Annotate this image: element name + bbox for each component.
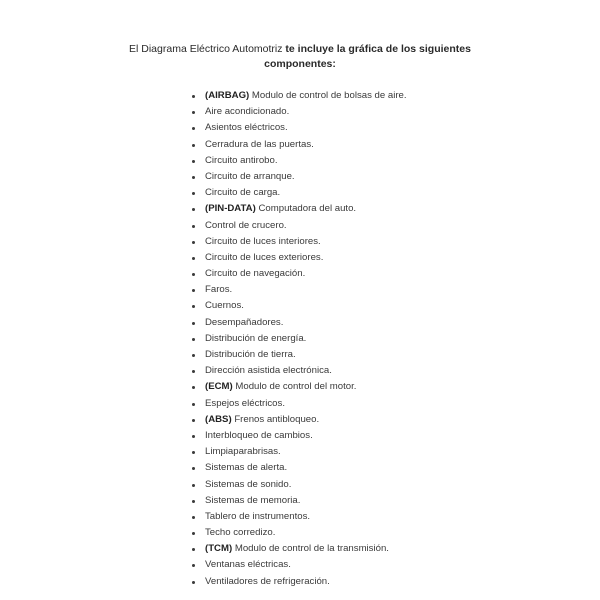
component-label: Circuito de carga.: [205, 187, 281, 199]
component-label: Circuito antirobo.: [205, 154, 278, 166]
component-label: Circuito de luces exteriores.: [205, 251, 324, 263]
list-item: [192, 509, 407, 525]
component-label: Techo corredizo.: [205, 527, 276, 539]
bullet-icon: [192, 127, 195, 130]
list-item: [192, 493, 407, 509]
bullet-icon: [192, 208, 195, 211]
heading-bold-text: te incluye la gráfica de los siguientes componentes:: [264, 43, 471, 70]
component-code: (AIRBAG): [205, 90, 250, 101]
list-item: [192, 574, 407, 590]
component-code: (ECM): [205, 381, 233, 393]
bullet-icon: [192, 338, 195, 341]
bullet-icon: [192, 225, 195, 228]
bullet-icon: [192, 192, 195, 195]
component-label: Modulo de control de bolsas de aire.: [249, 90, 407, 101]
component-label: Espejos eléctricos.: [205, 397, 285, 409]
bullet-icon: [192, 176, 195, 179]
bullet-icon: [192, 419, 195, 422]
list-item: [192, 396, 407, 412]
list-item: [192, 412, 407, 428]
list-item: [192, 88, 407, 104]
list-item: [192, 347, 407, 363]
component-label: Distribución de tierra.: [205, 349, 296, 360]
list-item: [192, 460, 407, 476]
component-label: Circuito de arranque.: [205, 170, 295, 182]
list-item: [192, 120, 407, 136]
bullet-icon: [192, 289, 195, 292]
bullet-icon: [192, 370, 195, 373]
list-item: [192, 525, 407, 541]
list-item: [192, 315, 407, 331]
bullet-icon: [192, 386, 195, 389]
component-label: Limpiaparabrisas.: [205, 446, 281, 458]
component-label: Modulo de control del motor.: [232, 381, 357, 393]
bullet-icon: [192, 532, 195, 535]
component-label: Frenos antibloqueo.: [231, 413, 320, 425]
list-item: [192, 298, 407, 314]
component-label: Circuito de luces interiores.: [205, 235, 321, 247]
list-item: [192, 428, 407, 444]
bullet-icon: [192, 403, 195, 406]
list-item: [192, 557, 407, 573]
component-label: Distribución de energía.: [205, 332, 307, 344]
component-code: (ABS): [205, 413, 232, 425]
bullet-icon: [192, 451, 195, 454]
list-item: [192, 137, 407, 153]
list-item: [192, 250, 407, 266]
component-label: Tablero de instrumentos.: [205, 510, 311, 522]
component-label: Circuito de navegación.: [205, 268, 306, 280]
bullet-icon: [192, 354, 195, 357]
list-item: [192, 363, 407, 379]
list-item: [192, 169, 407, 185]
list-item: [192, 282, 407, 298]
bullet-icon: [192, 241, 195, 244]
component-label: Interbloqueo de cambios.: [205, 429, 313, 441]
component-label: Cerradura de las puertas.: [205, 138, 314, 150]
list-item: [192, 218, 407, 234]
bullet-icon: [192, 548, 195, 551]
component-label: Ventiladores de refrigeración.: [205, 575, 330, 587]
component-label: Aire acondicionado.: [205, 106, 290, 118]
component-label: Asientos eléctricos.: [205, 122, 288, 134]
bullet-icon: [192, 564, 195, 567]
component-label: Cuernos.: [205, 300, 244, 312]
list-item: [192, 153, 407, 169]
bullet-icon: [192, 516, 195, 519]
component-label: Sistemas de alerta.: [205, 462, 288, 474]
bullet-icon: [192, 144, 195, 147]
component-label: Desempañadores.: [205, 316, 284, 328]
heading-normal-text: El Diagrama Eléctrico Automotriz: [129, 43, 286, 55]
bullet-icon: [192, 435, 195, 438]
component-label: Faros.: [205, 284, 233, 296]
bullet-icon: [192, 484, 195, 487]
component-label: Ventanas eléctricas.: [205, 559, 291, 571]
list-item: [192, 201, 407, 217]
component-label: Computadora del auto.: [255, 203, 357, 215]
bullet-icon: [192, 322, 195, 325]
heading: [100, 42, 500, 72]
component-label: Sistemas de sonido.: [205, 478, 292, 490]
list-item: [192, 379, 407, 395]
component-label: Modulo de control de la transmisión.: [232, 543, 389, 555]
component-label: Control de crucero.: [205, 219, 287, 231]
component-list: [192, 88, 407, 590]
list-item: [192, 185, 407, 201]
list-item: [192, 104, 407, 120]
list-item: [192, 266, 407, 282]
list-item: [192, 444, 407, 460]
bullet-icon: [192, 160, 195, 163]
list-item: [192, 477, 407, 493]
list-item: [192, 234, 407, 250]
bullet-icon: [192, 273, 195, 276]
bullet-icon: [192, 581, 195, 584]
bullet-icon: [192, 500, 195, 503]
bullet-icon: [192, 257, 195, 260]
bullet-icon: [192, 111, 195, 114]
component-label: Dirección asistida electrónica.: [205, 365, 332, 377]
component-code: (PIN-DATA): [205, 203, 256, 215]
component-code: (TCM): [205, 543, 233, 555]
component-label: Sistemas de memoria.: [205, 494, 301, 506]
bullet-icon: [192, 305, 195, 308]
bullet-icon: [192, 95, 195, 98]
bullet-icon: [192, 467, 195, 470]
list-item: [192, 541, 407, 557]
list-item: [192, 331, 407, 347]
